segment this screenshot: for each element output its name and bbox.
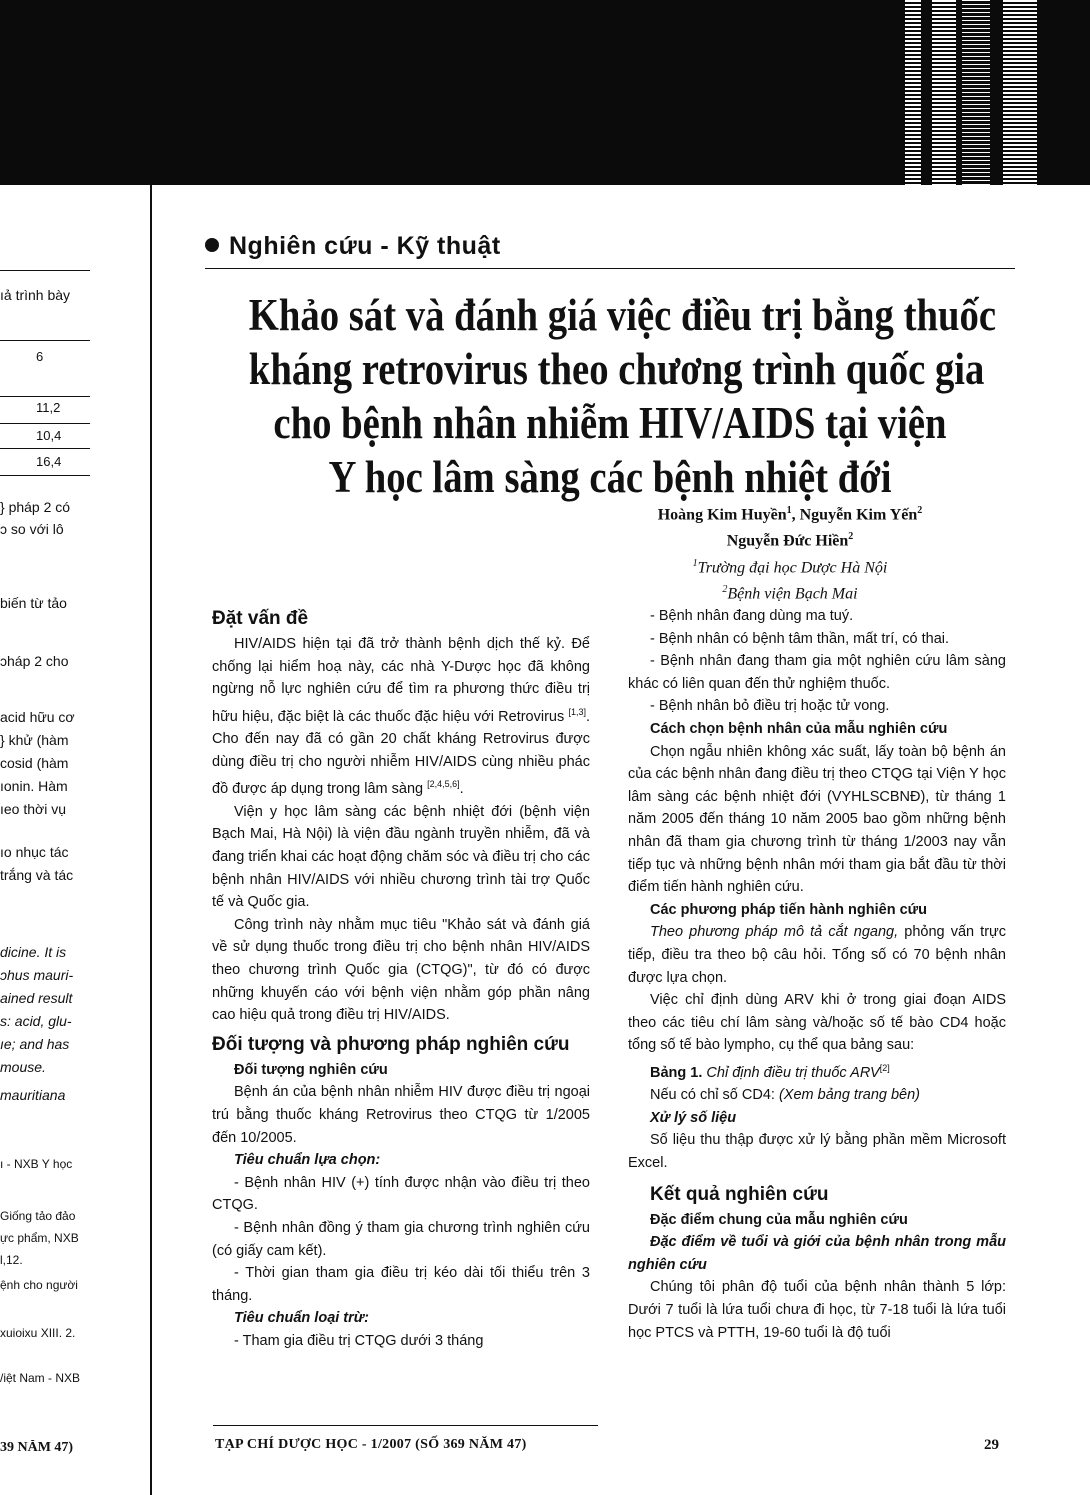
paragraph bbox=[628, 921, 1006, 989]
title-line: kháng retrovirus theo chương trình quốc gia bbox=[248, 344, 985, 394]
text-run: . Cho đến nay đã có gần 20 chất kháng Retrovirus được dùng điều trị cho người nhiễm HIV/AIDS cùng nhiều phác đồ được áp dụng trong lâm sàng bbox=[212, 708, 590, 798]
author-names bbox=[590, 526, 990, 552]
subsection-heading: Cách chọn bệnh nhân của mẫu nghiên cứu bbox=[650, 720, 948, 737]
prev-text-line: cosid (hàm bbox=[0, 755, 69, 771]
body-column-left bbox=[212, 605, 590, 1352]
paragraph bbox=[628, 1084, 1006, 1107]
paragraph: Chọn ngẫu nhiên không xác suất, lấy toàn bộ bệnh án của các bệnh nhân đang điều trị theo CTQG tại Viện Y học lâm sàng các bệnh nhiệt đới (VYHLSCBNĐ), từ tháng 1 năm 2005 đến tháng 10 năm 2005 bao gồm những bệnh nhân đã tham gia chương trình từ tháng 1/2003 nay vẫn tiếp tục và những bệnh nhân mới tham gia bắt đầu từ thời điểm tiến hành nghiên cứu. bbox=[628, 743, 1006, 896]
list-item: - Bệnh nhân bỏ điều trị hoặc tử vong. bbox=[650, 698, 890, 715]
affiliation-mark: 1 bbox=[786, 505, 792, 516]
prev-table-cell: 16,4 bbox=[36, 454, 62, 469]
section-heading: Đặt vấn đề bbox=[212, 608, 309, 629]
prev-table-cell: 11,2 bbox=[36, 400, 61, 415]
affiliation bbox=[590, 553, 990, 579]
affiliation-mark: 2 bbox=[722, 583, 728, 595]
subsection-heading: Các phương pháp tiến hành nghiên cứu bbox=[650, 901, 928, 918]
section-tag-text: Nghiên cứu - Kỹ thuật bbox=[229, 232, 501, 260]
prev-text-line: ıả trình bày bbox=[0, 287, 71, 303]
affiliation-mark: 1 bbox=[692, 557, 698, 569]
prev-text-line: ɔháp 2 cho bbox=[0, 653, 69, 669]
author-name: Nguyễn Đức Hiền bbox=[726, 532, 849, 550]
subsection-heading: Xử lý số liệu bbox=[650, 1109, 737, 1126]
list-item: - Bệnh nhân đồng ý tham gia chương trình nghiên cứu (có giấy cam kết). bbox=[212, 1219, 590, 1259]
subsection-heading: Đặc điểm về tuổi và giới của bệnh nhân trong mẫu nghiên cứu bbox=[628, 1234, 1006, 1273]
text-run: HIV/AIDS hiện tại đã trở thành bệnh dịch thế kỷ. Để chống lại hiểm hoạ này, các nhà Y-Dược học đã không ngừng nỗ lực nghiên cứu để tìm ra phương thức điều trị hữu hiệu, đặc biệt là các thuốc đặc hiệu với Retrovirus bbox=[212, 636, 590, 725]
prev-reference-line: ực phẩm, NXB bbox=[0, 1231, 79, 1245]
journal-footer: TẠP CHÍ DƯỢC HỌC - 1/2007 (SỐ 369 NĂM 47) bbox=[215, 1437, 527, 1452]
prev-text-line: ɔ so với lô bbox=[0, 521, 64, 537]
table-caption bbox=[628, 1057, 1006, 1084]
prev-reference-line: /iệt Nam - NXB bbox=[0, 1371, 81, 1385]
divider bbox=[205, 268, 1015, 269]
prev-text-line: dicine. It is bbox=[0, 944, 67, 960]
title-line: Khảo sát và đánh giá việc điều trị bằng thuốc bbox=[248, 290, 997, 340]
list-item: - Bệnh nhân HIV (+) tính được nhận vào điều trị theo CTQG. bbox=[212, 1174, 590, 1214]
paragraph: Việc chỉ định dùng ARV khi ở trong giai đoạn AIDS theo các tiêu chí lâm sàng và/hoặc số tế bào CD4 hoặc tổng số tế bào lympho, cụ thể qua bảng sau: bbox=[628, 992, 1006, 1054]
divider bbox=[0, 448, 90, 449]
affiliation-text: Trường đại học Dược Hà Nội bbox=[697, 558, 888, 576]
article-title bbox=[248, 288, 997, 504]
divider bbox=[0, 340, 90, 341]
affiliation-text: Bệnh viện Bạch Mai bbox=[727, 585, 858, 603]
author-separator: , bbox=[791, 506, 800, 524]
prev-text-line: acid hữu cơ bbox=[0, 709, 75, 725]
prev-text-line: } khử (hàm bbox=[0, 732, 69, 748]
paragraph: Chúng tôi phân độ tuổi của bệnh nhân thành 5 lớp: Dưới 7 tuổi là lứa tuổi chưa đi học, từ 7-18 tuổi là lứa tuổi học PTCS và PTTH, 19-60 tuổi là độ tuổi bbox=[628, 1279, 1006, 1341]
citation: [2,4,5,6] bbox=[427, 779, 460, 790]
prev-text-line: s: acid, glu- bbox=[0, 1013, 72, 1029]
affiliation-mark: 2 bbox=[917, 505, 923, 516]
prev-reference-line: ı - NXB Y học bbox=[0, 1157, 73, 1171]
prev-text-line: mouse. bbox=[0, 1059, 46, 1075]
prev-text-line: mauritiana bbox=[0, 1087, 66, 1103]
text-run: Chỉ định điều trị thuốc ARV bbox=[702, 1064, 880, 1081]
list-item: - Tham gia điều trị CTQG dưới 3 tháng bbox=[234, 1332, 484, 1349]
paragraph: Số liệu thu thập được xử lý bằng phần mềm Microsoft Excel. bbox=[628, 1132, 1006, 1172]
top-black-banner bbox=[0, 0, 1090, 185]
body-column-right bbox=[628, 605, 1006, 1344]
divider bbox=[0, 475, 90, 476]
prev-reference-line: l,12. bbox=[0, 1253, 23, 1267]
subsection-heading: Tiêu chuẩn lựa chọn: bbox=[234, 1152, 381, 1169]
prev-text-line: ıe; and has bbox=[0, 1036, 70, 1052]
affiliation-mark: 2 bbox=[848, 531, 854, 543]
prev-text-line: } pháp 2 có bbox=[0, 499, 71, 515]
prev-text-line: ıeo thời vụ bbox=[0, 801, 66, 817]
prev-text-line: biến từ tảo bbox=[0, 595, 67, 611]
paragraph: Viện y học lâm sàng các bệnh nhiệt đới (bệnh viện Bạch Mai, Hà Nội) là viện đầu ngành truyền nhiễm, đã và đang triển khai các hoạt động chăm sóc và điều trị cho các bệnh nhân HIV/AIDS với nhiều chương trình tài trợ Quốc tế và Quốc gia. bbox=[212, 803, 590, 911]
previous-page-column bbox=[0, 270, 90, 1420]
divider bbox=[0, 270, 90, 271]
text-run: Nếu có chỉ số CD4: bbox=[650, 1087, 779, 1104]
edge-marker bbox=[905, 0, 921, 185]
page-gutter-line bbox=[150, 185, 152, 1495]
prev-text-line: trắng và tác bbox=[0, 867, 74, 883]
list-item: - Bệnh nhân đang tham gia một nghiên cứu lâm sàng khác có liên quan đến thử nghiệm thuốc. bbox=[628, 653, 1006, 692]
title-line: cho bệnh nhân nhiễm HIV/AIDS tại viện bbox=[273, 398, 947, 448]
text-run: (Xem bảng trang bên) bbox=[778, 1087, 921, 1104]
citation: [1,3] bbox=[568, 706, 586, 717]
edge-marker bbox=[932, 0, 956, 185]
author-block bbox=[590, 500, 990, 605]
prev-page-footer: 39 NĂM 47) bbox=[0, 1440, 74, 1455]
edge-marker bbox=[962, 0, 990, 185]
prev-reference-line: ệnh cho người bbox=[0, 1278, 78, 1292]
section-heading: Đối tượng và phương pháp nghiên cứu bbox=[212, 1033, 570, 1055]
paragraph: Bệnh án của bệnh nhân nhiễm HIV được điều trị ngoại trú bằng thuốc kháng Retrovirus theo CTQG từ 1/2005 đến 10/2005. bbox=[212, 1084, 590, 1146]
edge-marker bbox=[1003, 0, 1037, 185]
prev-table-cell: 10,4 bbox=[36, 428, 62, 443]
prev-reference-line: xuioixu XIII. 2. bbox=[0, 1326, 76, 1340]
page-number: 29 bbox=[984, 1437, 999, 1453]
section-tag bbox=[205, 232, 501, 261]
text-run: phỏng vấn trực tiếp, điều tra theo bộ câu hỏi. Tổng số có 70 bệnh nhân được lựa chọn. bbox=[628, 924, 1006, 986]
text-run: Theo phương pháp mô tả cắt ngang, bbox=[650, 924, 899, 941]
citation: [2] bbox=[879, 1062, 890, 1073]
author-name: Hoàng Kim Huyền bbox=[657, 506, 787, 524]
table-label: Bảng 1. bbox=[650, 1064, 703, 1081]
paragraph bbox=[212, 633, 590, 801]
paragraph: Công trình này nhằm mục tiêu "Khảo sát và đánh giá về sử dụng thuốc trong điều trị cho bệnh nhân HIV/AIDS theo chương trình Quốc gia (CTQG)", từ đó có được những khuyến cáo với bệnh viện nhằm góp phần nâng cao hiệu quả trong điều trị HIV/AIDS. bbox=[212, 916, 590, 1024]
prev-text-line: ained result bbox=[0, 990, 73, 1006]
prev-text-line: ıonin. Hàm bbox=[0, 778, 68, 794]
title-line: Y học lâm sàng các bệnh nhiệt đới bbox=[328, 452, 892, 502]
bullet-icon bbox=[205, 238, 219, 252]
subsection-heading: Tiêu chuẩn loại trừ: bbox=[234, 1310, 369, 1327]
author-name: Nguyễn Kim Yến bbox=[799, 506, 918, 524]
prev-table-cell: 6 bbox=[36, 349, 44, 364]
text-run: . bbox=[459, 781, 464, 798]
list-item: - Thời gian tham gia điều trị kéo dài tối thiểu trên 3 tháng. bbox=[212, 1265, 590, 1304]
divider bbox=[213, 1425, 598, 1426]
author-names bbox=[590, 500, 990, 526]
section-heading: Kết quả nghiên cứu bbox=[650, 1183, 829, 1205]
subsection-heading: Đối tượng nghiên cứu bbox=[234, 1061, 388, 1078]
affiliation bbox=[590, 579, 990, 605]
subsection-heading: Đặc điểm chung của mẫu nghiên cứu bbox=[650, 1211, 908, 1228]
divider bbox=[0, 423, 90, 424]
list-item: - Bệnh nhân có bệnh tâm thần, mất trí, có thai. bbox=[650, 630, 950, 647]
list-item: - Bệnh nhân đang dùng ma tuý. bbox=[650, 608, 854, 624]
prev-text-line: ıo nhục tác bbox=[0, 844, 69, 860]
prev-text-line: ɔhus mauri- bbox=[0, 967, 74, 983]
prev-reference-line: Giống tảo đảo bbox=[0, 1209, 76, 1223]
